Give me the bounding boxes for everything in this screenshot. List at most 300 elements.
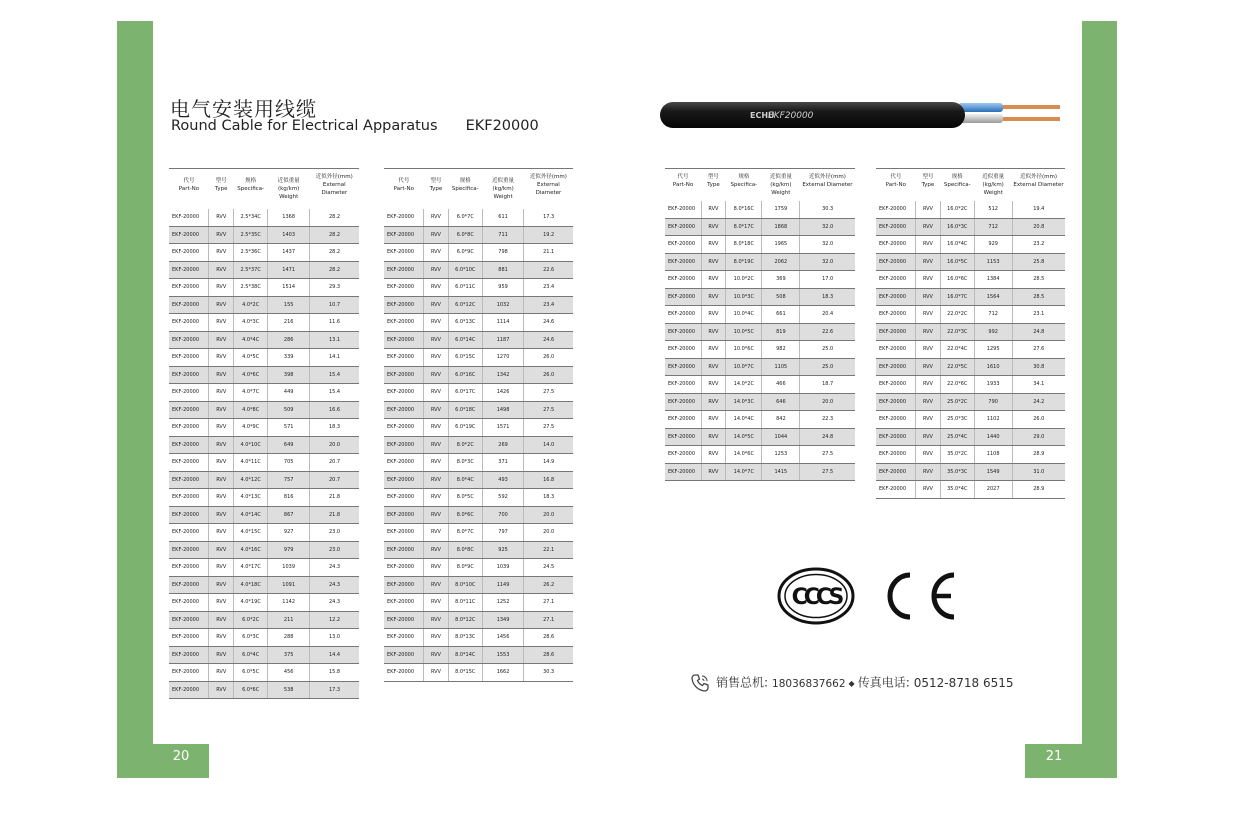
table-cell: 2.5*36C: [234, 244, 268, 262]
column-header-spacer: [385, 193, 423, 201]
table-cell: RVV: [209, 314, 234, 332]
table-cell: RVV: [209, 594, 234, 612]
table-cell: 10.7: [310, 296, 359, 314]
table-cell: RVV: [209, 209, 234, 226]
table-cell: 1384: [974, 271, 1012, 289]
table-cell: 1403: [268, 226, 310, 244]
table-cell: 10.0*2C: [726, 271, 762, 289]
table-cell: 790: [974, 393, 1012, 411]
table-header-row: [876, 169, 1065, 202]
table-cell: 6.0*3C: [234, 629, 268, 647]
table-row: [169, 681, 359, 699]
spec-table-4: [876, 168, 1065, 499]
table-cell: 32.0: [800, 236, 855, 254]
column-header-cn: 近似外径(mm): [808, 174, 846, 180]
table-cell: 4.0*4C: [234, 331, 268, 349]
column-header-en: (kg/km): [277, 186, 300, 192]
table-cell: RVV: [701, 271, 726, 289]
column-header-en: Part-No: [885, 182, 906, 188]
column-header-spacer: [449, 193, 481, 201]
table-cell: 20.0: [800, 393, 855, 411]
table-cell: EKF-20000: [169, 226, 209, 244]
column-header-en: Part-No: [393, 186, 414, 192]
table-cell: EKF-20000: [665, 341, 701, 359]
table-row: [169, 611, 359, 629]
table-cell: RVV: [424, 209, 449, 226]
table-cell: 23.0: [310, 541, 359, 559]
table-row: [169, 226, 359, 244]
table-cell: 25.0*2C: [940, 393, 974, 411]
table-cell: EKF-20000: [876, 481, 916, 499]
table-header-row: [169, 169, 359, 210]
column-header-h3: [940, 169, 974, 202]
column-header-cn: 近似重量: [492, 178, 515, 184]
table-row: [169, 331, 359, 349]
table-row: [384, 261, 573, 279]
table-cell: 1105: [762, 358, 800, 376]
table-cell: 6.0*18C: [448, 401, 482, 419]
table-row: [876, 306, 1065, 324]
table-cell: RVV: [701, 288, 726, 306]
table-cell: EKF-20000: [665, 271, 701, 289]
table-cell: 1252: [482, 594, 524, 612]
table-cell: 21.8: [310, 489, 359, 507]
table-cell: 16.0*2C: [940, 201, 974, 218]
table-cell: 216: [268, 314, 310, 332]
page-title-en: [171, 118, 539, 134]
table-cell: 1091: [268, 576, 310, 594]
table-cell: EKF-20000: [876, 411, 916, 429]
table-cell: 705: [268, 454, 310, 472]
column-header-en: Part-No: [672, 182, 694, 188]
table-cell: 25.0*4C: [940, 428, 974, 446]
table-cell: 927: [268, 524, 310, 542]
table-cell: EKF-20000: [169, 681, 209, 699]
column-header-cn: 代号: [890, 174, 902, 180]
table-cell: RVV: [916, 323, 941, 341]
table-row: [169, 279, 359, 297]
table-cell: EKF-20000: [384, 436, 424, 454]
table-cell: 979: [268, 541, 310, 559]
table-cell: RVV: [916, 481, 941, 499]
table-cell: 1102: [974, 411, 1012, 429]
table-cell: 8.0*14C: [448, 646, 482, 664]
table-cell: RVV: [424, 296, 449, 314]
table-cell: 16.0*7C: [940, 288, 974, 306]
column-header-en: Type: [214, 186, 228, 192]
table-row: [876, 288, 1065, 306]
table-cell: RVV: [209, 646, 234, 664]
table-row: [876, 341, 1065, 359]
table-cell: EKF-20000: [384, 279, 424, 297]
table-cell: 4.0*17C: [234, 559, 268, 577]
table-cell: 4.0*3C: [234, 314, 268, 332]
column-header-h2: [916, 169, 941, 202]
table-cell: 10.0*3C: [726, 288, 762, 306]
table-cell: 4.0*18C: [234, 576, 268, 594]
table-cell: RVV: [424, 629, 449, 647]
table-row: [384, 279, 573, 297]
table-cell: 449: [268, 384, 310, 402]
table-cell: RVV: [916, 463, 941, 481]
table-cell: 1368: [268, 209, 310, 226]
table-cell: 16.6: [310, 401, 359, 419]
spec-table-2: [384, 168, 573, 682]
table-cell: 1032: [482, 296, 524, 314]
table-cell: RVV: [424, 314, 449, 332]
page-title-cn: 电气安装用线缆: [170, 97, 317, 121]
table-cell: 466: [762, 376, 800, 394]
column-header-spacer: [210, 193, 233, 201]
table-cell: EKF-20000: [876, 393, 916, 411]
spec-table-3: [665, 168, 855, 481]
table-cell: 16.0*4C: [940, 236, 974, 254]
table-cell: 22.6: [524, 261, 573, 279]
table-cell: 1498: [482, 401, 524, 419]
table-cell: 14.9: [524, 454, 573, 472]
table-cell: 1270: [482, 349, 524, 367]
table-cell: 28.2: [310, 209, 359, 226]
table-cell: 14.0: [524, 436, 573, 454]
table-cell: RVV: [424, 594, 449, 612]
table-cell: 1965: [762, 236, 800, 254]
table-cell: EKF-20000: [169, 261, 209, 279]
table-cell: RVV: [916, 358, 941, 376]
table-cell: 1933: [974, 376, 1012, 394]
table-cell: 27.5: [800, 446, 855, 464]
table-cell: RVV: [701, 393, 726, 411]
title-en-text: Round Cable for Electrical Apparatus: [171, 118, 438, 134]
table-cell: RVV: [916, 341, 941, 359]
table-cell: 6.0*4C: [234, 646, 268, 664]
table-cell: 1415: [762, 463, 800, 481]
table-cell: EKF-20000: [384, 419, 424, 437]
table-cell: 20.0: [310, 436, 359, 454]
table-row: [169, 559, 359, 577]
column-header-en2: Weight: [279, 194, 299, 200]
table-row: [384, 559, 573, 577]
table-cell: 14.0*3C: [726, 393, 762, 411]
table-cell: RVV: [424, 244, 449, 262]
table-cell: 10.0*5C: [726, 323, 762, 341]
cable-brand-print: ECHU: [750, 111, 775, 120]
table-cell: 25.0: [800, 341, 855, 359]
table-cell: 10.0*6C: [726, 341, 762, 359]
table-row: [169, 594, 359, 612]
table-cell: 1564: [974, 288, 1012, 306]
table-cell: EKF-20000: [384, 244, 424, 262]
table-cell: 1342: [482, 366, 524, 384]
table-cell: 288: [268, 629, 310, 647]
table-cell: 20.8: [1012, 218, 1065, 236]
table-row: [169, 384, 359, 402]
table-cell: RVV: [916, 236, 941, 254]
column-header-en: Type: [429, 186, 443, 192]
table-cell: 398: [268, 366, 310, 384]
table-row: [876, 446, 1065, 464]
table-cell: 661: [762, 306, 800, 324]
table-cell: EKF-20000: [876, 306, 916, 324]
table-cell: 16.0*6C: [940, 271, 974, 289]
table-cell: 4.0*5C: [234, 349, 268, 367]
table-cell: 15.4: [310, 366, 359, 384]
table-cell: 6.0*17C: [448, 384, 482, 402]
table-cell: 8.0*19C: [726, 253, 762, 271]
table-cell: EKF-20000: [384, 366, 424, 384]
table-row: [169, 489, 359, 507]
table-cell: 35.0*4C: [940, 481, 974, 499]
separator-icon: ◆: [848, 678, 855, 688]
table-cell: 211: [268, 611, 310, 629]
table-row: [169, 664, 359, 682]
table-cell: 19.4: [1012, 201, 1065, 218]
table-row: [169, 471, 359, 489]
table-row: [384, 296, 573, 314]
table-row: [876, 236, 1065, 254]
table-cell: EKF-20000: [665, 428, 701, 446]
table-row: [665, 411, 855, 429]
table-cell: 28.2: [310, 244, 359, 262]
table-cell: 6.0*8C: [448, 226, 482, 244]
table-cell: 646: [762, 393, 800, 411]
column-header-h5: [310, 169, 359, 210]
column-header-spacer: [801, 189, 854, 197]
column-header-cn: 近似重量: [769, 174, 792, 180]
table-cell: 28.9: [1012, 446, 1065, 464]
table-row: [665, 323, 855, 341]
table-row: [169, 646, 359, 664]
table-cell: RVV: [916, 306, 941, 324]
table-row: [384, 471, 573, 489]
table-cell: 4.0*10C: [234, 436, 268, 454]
table-cell: 35.0*3C: [940, 463, 974, 481]
table-cell: 2.5*35C: [234, 226, 268, 244]
table-cell: EKF-20000: [384, 331, 424, 349]
column-header-h1: [876, 169, 916, 202]
table-cell: EKF-20000: [169, 244, 209, 262]
table-cell: 24.3: [310, 559, 359, 577]
column-header-en: (kg/km): [492, 186, 514, 192]
table-cell: 6.0*13C: [448, 314, 482, 332]
table-cell: 592: [482, 489, 524, 507]
table-row: [169, 366, 359, 384]
table-row: [665, 358, 855, 376]
column-header-spacer: [170, 193, 208, 201]
table-cell: EKF-20000: [876, 218, 916, 236]
table-cell: RVV: [701, 446, 726, 464]
table-cell: RVV: [209, 366, 234, 384]
table-cell: EKF-20000: [665, 463, 701, 481]
table-cell: 4.0*13C: [234, 489, 268, 507]
table-cell: EKF-20000: [384, 401, 424, 419]
table-cell: RVV: [209, 471, 234, 489]
table-cell: 155: [268, 296, 310, 314]
table-cell: RVV: [209, 629, 234, 647]
column-header-h3: [726, 169, 762, 202]
column-header-cn: 近似外径(mm): [529, 174, 567, 180]
table-cell: 30.3: [800, 201, 855, 218]
table-cell: EKF-20000: [665, 253, 701, 271]
table-row: [665, 428, 855, 446]
table-row: [665, 201, 855, 218]
table-row: [876, 253, 1065, 271]
table-cell: EKF-20000: [384, 576, 424, 594]
table-cell: EKF-20000: [169, 436, 209, 454]
table-cell: EKF-20000: [384, 664, 424, 682]
table-cell: RVV: [209, 559, 234, 577]
table-cell: 32.0: [800, 253, 855, 271]
table-row: [876, 481, 1065, 499]
table-cell: 24.8: [800, 428, 855, 446]
table-cell: 29.0: [1012, 428, 1065, 446]
table-cell: 23.0: [310, 524, 359, 542]
table-cell: 6.0*6C: [234, 681, 268, 699]
table-cell: EKF-20000: [169, 419, 209, 437]
table-cell: 1437: [268, 244, 310, 262]
table-cell: 10.0*4C: [726, 306, 762, 324]
table-cell: 26.0: [524, 349, 573, 367]
column-header-en: Type: [921, 182, 935, 188]
table-cell: 6.0*15C: [448, 349, 482, 367]
table-cell: 1662: [482, 664, 524, 682]
table-cell: 27.1: [524, 594, 573, 612]
table-row: [876, 323, 1065, 341]
column-header-spacer: [941, 189, 973, 197]
table-cell: EKF-20000: [384, 524, 424, 542]
table-cell: EKF-20000: [384, 209, 424, 226]
table-cell: EKF-20000: [665, 288, 701, 306]
table-cell: 6.0*19C: [448, 419, 482, 437]
column-header-spacer: [425, 193, 448, 201]
table-row: [169, 629, 359, 647]
right-green-bar: [1082, 21, 1117, 778]
table-cell: RVV: [424, 559, 449, 577]
table-cell: 25.8: [1012, 253, 1065, 271]
table-cell: 286: [268, 331, 310, 349]
spec-table-1: [169, 168, 359, 699]
right-page-number: 21: [1045, 749, 1063, 764]
table-cell: EKF-20000: [169, 646, 209, 664]
table-cell: 13.0: [310, 629, 359, 647]
table-cell: RVV: [424, 664, 449, 682]
column-header-cn: 近似重量: [982, 174, 1005, 180]
sales-phone: 18036837662: [772, 677, 846, 690]
table-cell: EKF-20000: [876, 463, 916, 481]
table-cell: RVV: [209, 349, 234, 367]
column-header-h2: [424, 169, 449, 210]
table-cell: 8.0*12C: [448, 611, 482, 629]
table-cell: 4.0*9C: [234, 419, 268, 437]
table-cell: EKF-20000: [384, 506, 424, 524]
left-green-bar: [117, 21, 153, 778]
table-cell: EKF-20000: [169, 559, 209, 577]
table-cell: RVV: [424, 384, 449, 402]
table-cell: EKF-20000: [665, 411, 701, 429]
table-cell: RVV: [701, 428, 726, 446]
table-cell: 17.3: [310, 681, 359, 699]
table-cell: 6.0*2C: [234, 611, 268, 629]
table-cell: 24.2: [1012, 393, 1065, 411]
table-cell: RVV: [209, 664, 234, 682]
table-cell: 867: [268, 506, 310, 524]
table-cell: EKF-20000: [384, 384, 424, 402]
table-cell: RVV: [209, 524, 234, 542]
table-cell: EKF-20000: [876, 323, 916, 341]
table-cell: RVV: [701, 253, 726, 271]
table-cell: 16.0*3C: [940, 218, 974, 236]
table-row: [169, 314, 359, 332]
table-cell: 22.0*5C: [940, 358, 974, 376]
table-cell: 649: [268, 436, 310, 454]
table-cell: RVV: [209, 331, 234, 349]
table-cell: 339: [268, 349, 310, 367]
table-row: [665, 236, 855, 254]
table-cell: 512: [974, 201, 1012, 218]
table-cell: 30.8: [1012, 358, 1065, 376]
table-row: [384, 419, 573, 437]
table-cell: EKF-20000: [169, 489, 209, 507]
table-cell: 22.1: [524, 541, 573, 559]
table-cell: RVV: [701, 341, 726, 359]
table-cell: RVV: [424, 454, 449, 472]
table-row: [665, 253, 855, 271]
table-cell: 1187: [482, 331, 524, 349]
table-cell: 8.0*18C: [726, 236, 762, 254]
table-cell: 20.7: [310, 471, 359, 489]
table-cell: RVV: [209, 436, 234, 454]
table-row: [876, 463, 1065, 481]
table-cell: EKF-20000: [665, 323, 701, 341]
table-cell: 8.0*6C: [448, 506, 482, 524]
column-header-spacer: [311, 197, 358, 205]
table-cell: 1456: [482, 629, 524, 647]
table-cell: RVV: [209, 454, 234, 472]
table-cell: RVV: [209, 541, 234, 559]
table-cell: RVV: [424, 646, 449, 664]
column-header-cn: 型号: [707, 174, 719, 180]
table-cell: RVV: [916, 288, 941, 306]
table-row: [384, 314, 573, 332]
table-cell: 18.3: [310, 419, 359, 437]
table-cell: 8.0*5C: [448, 489, 482, 507]
table-cell: EKF-20000: [384, 541, 424, 559]
column-header-en: Specifica-: [451, 186, 479, 192]
table-cell: 20.0: [524, 524, 573, 542]
table-cell: 16.8: [524, 471, 573, 489]
table-row: [384, 611, 573, 629]
table-cell: EKF-20000: [665, 376, 701, 394]
table-row: [384, 576, 573, 594]
table-row: [169, 506, 359, 524]
column-header-cn: 型号: [215, 178, 227, 184]
table-cell: 1295: [974, 341, 1012, 359]
table-row: [876, 201, 1065, 218]
column-header-cn: 规格: [738, 174, 750, 180]
table-cell: 20.7: [310, 454, 359, 472]
table-row: [384, 209, 573, 226]
phone-icon: [690, 673, 710, 693]
left-page-number: 20: [172, 749, 190, 764]
table-cell: 14.0*2C: [726, 376, 762, 394]
certification-marks: [776, 566, 966, 626]
column-header-spacer: [917, 189, 940, 197]
table-cell: 20.0: [524, 506, 573, 524]
table-cell: RVV: [209, 681, 234, 699]
column-header-spacer: [525, 197, 572, 205]
table-cell: 4.0*15C: [234, 524, 268, 542]
table-cell: RVV: [701, 218, 726, 236]
table-cell: 8.0*2C: [448, 436, 482, 454]
